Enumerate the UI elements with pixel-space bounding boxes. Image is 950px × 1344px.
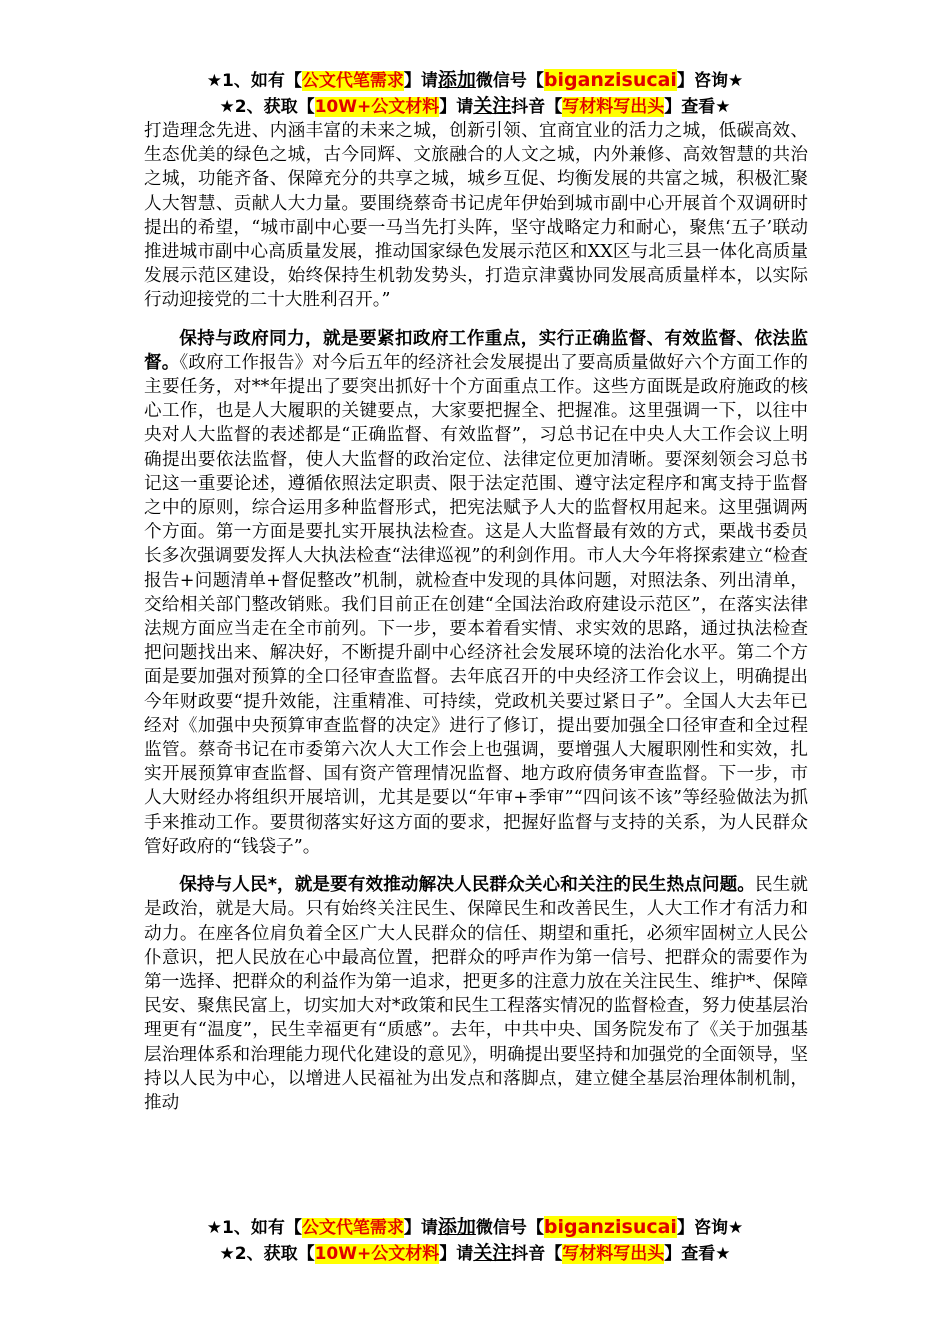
- banner-text: 微信号【: [475, 1218, 544, 1238]
- paragraph-3-body: 民生就是政治，就是大局。只有始终关注民生、保障民生和改善民生，人大工作才有活力和动力。在座各位肩负着全区广大人民群众的信任、期望和重托，必须牢固树立人民公仆意识，把人民放在心中最高位置，把群众的呼声作为第一信号、把群众的需要作为第一选择、把群众的利益作为第一追求，把更多的注意力放在关注民生、维护*、保障民安、聚焦民富上，切实加大对*政策和民生工程落实情况的监督检查，努力使基层治理更有“温度”，民生幸福更有“质感”。去年，中共中央、国务院发布了《关于加强基层治理体系和治理能力现代化建设的意见》，明确提出要坚持和加强党的全面领导，坚持以人民为中心，以增进人民福祉为出发点和落脚点，建立健全基层治理体制机制，推动: [144, 875, 808, 1113]
- banner-text: 】查看★: [664, 97, 731, 117]
- banner-underline: 关注: [473, 1242, 512, 1264]
- paragraph-2: [144, 327, 808, 859]
- banner-text: 】查看★: [664, 1244, 731, 1264]
- document-body: [144, 119, 808, 1115]
- banner-highlight: 写材料写出头: [562, 97, 665, 117]
- banner-text: 微信号【: [475, 71, 544, 91]
- banner-text: ★1、如有【: [206, 71, 302, 91]
- paragraph-2-lead: 保持与政府同力，就是要紧扣政府工作重点，实行正确监督、有效监督、依法监督。: [144, 328, 808, 373]
- banner-text: 】咨询★: [676, 71, 744, 91]
- paragraph-3-lead: 保持与人民*，就是要有效推动解决人民群众关心和关注的民生热点问题。: [179, 875, 755, 896]
- banner-text: ★2、获取【: [219, 1244, 315, 1264]
- banner-underline: 添加: [437, 69, 476, 91]
- banner-highlight: biganzisucai: [543, 1216, 677, 1238]
- banner-highlight: 公文代笔需求: [301, 1218, 404, 1238]
- banner-text: 】请: [439, 1244, 474, 1264]
- banner-text: 】请: [403, 71, 438, 91]
- banner-underline: 添加: [437, 1216, 476, 1238]
- banner-text: 抖音【: [511, 97, 563, 117]
- banner-text: 】请: [403, 1218, 438, 1238]
- banner-highlight: 公文代笔需求: [301, 71, 404, 91]
- banner-text: 抖音【: [511, 1244, 563, 1264]
- banner-text: 】咨询★: [676, 1218, 744, 1238]
- promo-banner-line-1: [0, 68, 950, 94]
- paragraph-3: [144, 873, 808, 1115]
- promo-banner-line-2: [0, 1241, 950, 1267]
- banner-text: ★1、如有【: [206, 1218, 302, 1238]
- banner-underline: 关注: [473, 95, 512, 117]
- banner-highlight: 写材料写出头: [562, 1244, 665, 1264]
- promo-banner-line-2: [0, 94, 950, 120]
- banner-highlight: 10W+公文材料: [314, 97, 440, 117]
- paragraph-2-body: 《政府工作报告》对今后五年的经济社会发展提出了要高质量做好六个方面工作的主要任务，对**年提出了要突出抓好十个方面重点工作。这些方面既是政府施政的核心工作，也是人大履职的关键要点，大家要把握全、把握准。这里强调一下，以往中央对人大监督的表述都是“正确监督、有效监督”，习总书记在中央人大工作会议上明确提出要依法监督，使人大监督的政治定位、法律定位更加清晰。要深刻领会习总书记这一重要论述，遵循依照法定职责、限于法定范围、遵守法定程序和寓支持于监督之中的原则，综合运用多种监督形式，把宪法赋予人大的监督权用起来。这里强调两个方面。第一方面是要扎实开展执法检查。这是人大监督最有效的方式，栗战书委员长多次强调要发挥人大执法检查“法律巡视”的利剑作用。市人大今年将探索建立“检查报告+问题清单+督促整改”机制，就检查中发现的具体问题，对照法条、列出清单，交给相关部门整改销账。我们目前正在创建“全国法治政府建设示范区”，在落实法律法规方面应当走在全市前列。下一步，要本着看实情、求实效的思路，通过执法检查把问题找出来、解决好，不断提升副中心经济社会发展环境的法治化水平。第二个方面是要加强对预算的全口径审查监督。去年底召开的中央经济工作会议上，明确提出今年财政要“提升效能，注重精准、可持续，党政机关要过紧日子”。全国人大去年已经对《加强中央预算审查监督的决定》进行了修订，提出要加强全口径审查和全过程监管。蔡奇书记在市委第六次人大工作会上也强调，要增强人大履职刚性和实效，扎实开展预算审查监督、国有资产管理情况监督、地方政府债务审查监督。下一步，市人大财经办将组织开展培训，尤其是要以“年审+季审”“四问该不该”等经验做法为抓手来推动工作。要贯彻落实好这方面的要求，把握好监督与支持的关系，为人民群众管好政府的“钱袋子”。: [144, 352, 808, 857]
- banner-highlight: biganzisucai: [543, 69, 677, 91]
- banner-text: 】请: [439, 97, 474, 117]
- banner-text: ★2、获取【: [219, 97, 315, 117]
- banner-highlight: 10W+公文材料: [314, 1244, 440, 1264]
- paragraph-1: 打造理念先进、内涵丰富的未来之城，创新引领、宜商宜业的活力之城，低碳高效、生态优美的绿色之城，古今同辉、文旅融合的人文之城，内外兼修、高效智慧的共治之城，功能齐备、保障充分的共享之城，城乡互促、均衡发展的共富之城，积极汇聚人大智慧、贡献人大力量。要围绕蔡奇书记虎年伊始到城市副中心开展首个双调研时提出的希望，“城市副中心要一马当先打头阵，坚守战略定力和耐心，聚焦‘五子’联动推进城市副中心高质量发展，推动国家绿色发展示范区和XX区与北三县一体化高质量发展示范区建设，始终保持生机勃发势头，打造京津冀协同发展高质量样本，以实际行动迎接党的二十大胜利召开。”: [144, 121, 808, 311]
- promo-banner-line-1: [0, 1215, 950, 1241]
